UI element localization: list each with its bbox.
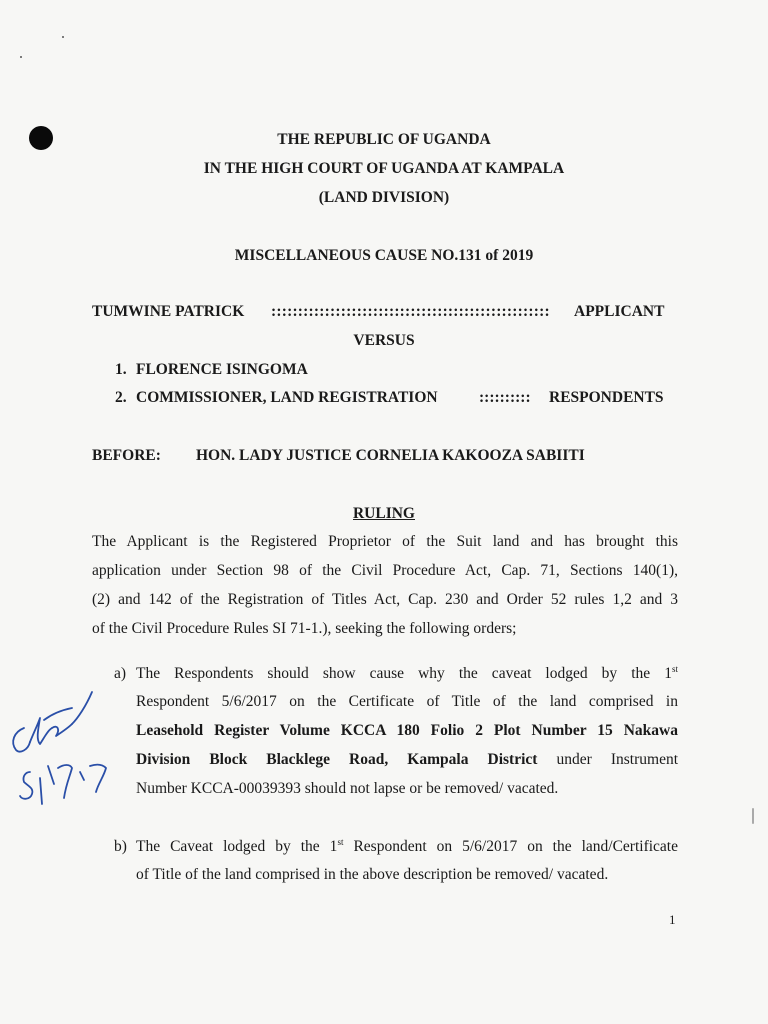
judge-name: HON. LADY JUSTICE CORNELIA KAKOOZA SABIITI bbox=[196, 447, 585, 464]
scan-mark bbox=[752, 808, 754, 824]
intro-line-3: (2) and 142 of the Registration of Titles Act, Cap. 230 and Order 52 rules 1,2 and 3 bbox=[92, 591, 678, 608]
applicant-name: TUMWINE PATRICK bbox=[92, 303, 245, 320]
ruling-heading: RULING bbox=[352, 505, 415, 522]
handwritten-signature bbox=[0, 680, 120, 820]
respondent-1-name: FLORENCE ISINGOMA bbox=[136, 361, 308, 378]
before-label: BEFORE: bbox=[92, 447, 161, 464]
respondent-2-name: COMMISSIONER, LAND REGISTRATION bbox=[136, 389, 438, 406]
versus-label: VERSUS bbox=[353, 332, 415, 349]
header-line-1: THE REPUBLIC OF UGANDA bbox=[277, 131, 491, 148]
order-a-marker: a) bbox=[114, 665, 127, 682]
respondent-1-number: 1. bbox=[115, 361, 127, 378]
case-title: MISCELLANEOUS CAUSE NO.131 of 2019 bbox=[234, 247, 534, 264]
intro-line-2: application under Section 98 of the Civil Procedure Act, Cap. 71, Sections 140(1), bbox=[92, 562, 678, 579]
order-b-line-1: The Caveat lodged by the 1st Respondent on 5/6/2017 on the land/Certificate bbox=[136, 836, 678, 855]
scan-speck bbox=[20, 56, 22, 58]
order-a-line-1: The Respondents should show cause why the caveat lodged by the 1st bbox=[136, 663, 678, 682]
order-b-marker: b) bbox=[114, 838, 127, 855]
header-line-3: (LAND DIVISION) bbox=[318, 189, 450, 206]
order-a-line-5: Number KCCA-00039393 should not lapse or be removed/ vacated. bbox=[136, 780, 559, 797]
order-a-line-4: Division Block Blacklege Road, Kampala District under Instrument bbox=[136, 751, 679, 768]
intro-line-1: The Applicant is the Registered Proprietor of the Suit land and has brought this bbox=[92, 533, 678, 550]
scan-speck bbox=[62, 36, 64, 38]
intro-line-4: of the Civil Procedure Rules SI 71-1.), seeking the following orders; bbox=[92, 620, 517, 637]
order-a-line-2: Respondent 5/6/2017 on the Certificate of Title of the land comprised in bbox=[136, 693, 678, 710]
respondent-role: RESPONDENTS bbox=[549, 389, 664, 406]
respondent-2-number: 2. bbox=[115, 389, 127, 406]
header-line-2: IN THE HIGH COURT OF UGANDA AT KAMPALA bbox=[203, 160, 565, 177]
applicant-dots: :::::::::::::::::::::::::::::::::::::::::::::::::::: bbox=[271, 303, 550, 320]
applicant-role: APPLICANT bbox=[574, 303, 665, 320]
order-a-line-3: Leasehold Register Volume KCCA 180 Folio 2 Plot Number 15 Nakawa bbox=[136, 722, 678, 739]
respondent-dots: :::::::::: bbox=[479, 389, 531, 406]
order-b-line-2: of Title of the land comprised in the above description be removed/ vacated. bbox=[136, 866, 609, 883]
page-number: 1 bbox=[669, 912, 676, 927]
